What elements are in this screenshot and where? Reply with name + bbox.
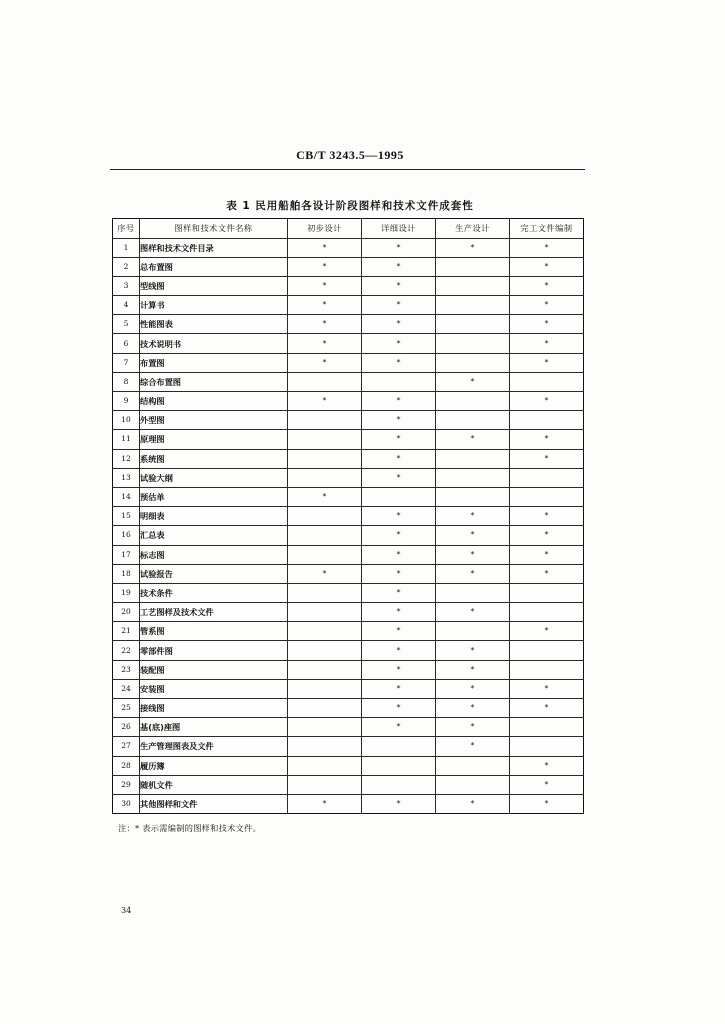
stage-mark: * [362,718,436,737]
stage-mark [288,526,362,545]
stage-mark: * [362,430,436,449]
stage-mark: * [436,794,510,813]
document-name: 履历簿 [140,756,288,775]
document-name: 计算书 [140,296,288,315]
stage-mark: * [436,238,510,257]
stage-mark: * [362,507,436,526]
row-number: 11 [113,430,140,449]
stage-mark: * [436,545,510,564]
stage-mark: * [510,392,584,411]
table-row [113,257,584,276]
stage-mark [288,737,362,756]
stage-mark [436,411,510,430]
table-row [113,296,584,315]
stage-mark [436,583,510,602]
document-name: 外型图 [140,411,288,430]
document-name: 工艺图样及技术文件 [140,603,288,622]
stage-mark: * [362,679,436,698]
stage-mark [288,679,362,698]
row-number: 18 [113,564,140,583]
document-name: 随机文件 [140,775,288,794]
stage-mark [436,257,510,276]
document-name: 综合布置图 [140,372,288,391]
stage-mark: * [510,526,584,545]
stage-mark [362,372,436,391]
table-row [113,603,584,622]
stage-mark: * [510,353,584,372]
stage-mark [288,699,362,718]
stage-mark: * [288,238,362,257]
stage-mark [436,315,510,334]
stage-mark [362,487,436,506]
stage-mark [436,756,510,775]
stage-mark [510,660,584,679]
stage-mark [510,603,584,622]
row-number: 3 [113,276,140,295]
stage-mark: * [510,238,584,257]
table-row [113,392,584,411]
row-number: 1 [113,238,140,257]
row-number: 5 [113,315,140,334]
row-number: 9 [113,392,140,411]
stage-mark: * [288,487,362,506]
stage-mark [436,276,510,295]
header-rule [110,169,585,170]
stage-mark: * [362,276,436,295]
table-row [113,449,584,468]
stage-mark [510,468,584,487]
table-body [113,238,584,814]
document-name: 明细表 [140,507,288,526]
table-row [113,430,584,449]
stage-mark [362,756,436,775]
row-number: 14 [113,487,140,506]
stage-mark [510,718,584,737]
document-name: 预估单 [140,487,288,506]
document-name: 布置图 [140,353,288,372]
stage-mark: * [510,775,584,794]
row-number: 15 [113,507,140,526]
row-number: 21 [113,622,140,641]
column-header: 图样和技术文件名称 [140,219,288,239]
stage-mark [510,372,584,391]
stage-mark: * [510,622,584,641]
stage-mark: * [510,507,584,526]
table-note: 注：* 表示需编制的图样和技术文件。 [118,823,262,833]
table-row [113,507,584,526]
stage-mark [510,411,584,430]
stage-mark: * [362,660,436,679]
row-number: 8 [113,372,140,391]
row-number: 7 [113,353,140,372]
stage-mark: * [288,257,362,276]
stage-mark: * [436,564,510,583]
table-header-row [113,219,584,239]
stage-mark: * [362,411,436,430]
stage-mark: * [510,276,584,295]
document-name: 汇总表 [140,526,288,545]
stage-mark [288,718,362,737]
row-number: 27 [113,737,140,756]
stage-mark [362,737,436,756]
column-header: 初步设计 [288,219,362,239]
table-row [113,411,584,430]
document-name: 生产管理图表及文件 [140,737,288,756]
stage-mark: * [288,276,362,295]
stage-mark: * [436,507,510,526]
table-row [113,622,584,641]
stage-mark: * [362,699,436,718]
stage-mark [288,641,362,660]
stage-mark [510,641,584,660]
stage-mark: * [362,794,436,813]
table-row [113,315,584,334]
table-row [113,699,584,718]
stage-mark [510,583,584,602]
table-row [113,737,584,756]
stage-mark [288,775,362,794]
stage-mark [288,430,362,449]
stage-mark: * [288,334,362,353]
document-name: 试验大纲 [140,468,288,487]
stage-mark: * [362,641,436,660]
row-number: 17 [113,545,140,564]
stage-mark [436,334,510,353]
row-number: 13 [113,468,140,487]
stage-mark: * [362,296,436,315]
stage-mark: * [362,392,436,411]
stage-mark [288,660,362,679]
row-number: 2 [113,257,140,276]
stage-mark: * [436,603,510,622]
stage-mark: * [510,564,584,583]
table-row [113,468,584,487]
document-name: 安装图 [140,679,288,698]
stage-mark [436,775,510,794]
document-name: 试验报告 [140,564,288,583]
document-name: 技术条件 [140,583,288,602]
row-number: 6 [113,334,140,353]
document-name: 总布置图 [140,257,288,276]
stage-mark: * [436,679,510,698]
stage-mark [288,603,362,622]
stage-mark: * [436,430,510,449]
stage-mark: * [510,257,584,276]
stage-mark: * [510,756,584,775]
document-name: 接线图 [140,699,288,718]
table-row [113,775,584,794]
stage-mark [436,449,510,468]
stage-mark: * [362,564,436,583]
stage-mark: * [510,296,584,315]
table-row [113,756,584,775]
stage-mark: * [510,430,584,449]
stage-mark [288,468,362,487]
document-name: 管系图 [140,622,288,641]
design-stage-table [112,218,584,814]
stage-mark: * [362,334,436,353]
row-number: 16 [113,526,140,545]
stage-mark: * [288,392,362,411]
column-header: 详细设计 [362,219,436,239]
row-number: 4 [113,296,140,315]
stage-mark: * [436,660,510,679]
stage-mark: * [288,296,362,315]
document-name: 其他图样和文件 [140,794,288,813]
table-row [113,372,584,391]
stage-mark: * [510,334,584,353]
row-number: 30 [113,794,140,813]
row-number: 26 [113,718,140,737]
stage-mark: * [436,641,510,660]
stage-mark [288,507,362,526]
stage-mark [288,756,362,775]
stage-mark: * [436,718,510,737]
document-name: 系统图 [140,449,288,468]
document-name: 结构图 [140,392,288,411]
stage-mark: * [362,526,436,545]
stage-mark: * [436,526,510,545]
stage-mark: * [436,372,510,391]
row-number: 25 [113,699,140,718]
stage-mark: * [510,699,584,718]
stage-mark [288,622,362,641]
stage-mark: * [288,564,362,583]
table-row [113,641,584,660]
stage-mark: * [362,468,436,487]
row-number: 23 [113,660,140,679]
table-row [113,718,584,737]
stage-mark [436,468,510,487]
column-header: 完工文件编制 [510,219,584,239]
stage-mark: * [362,238,436,257]
stage-mark: * [362,545,436,564]
row-number: 10 [113,411,140,430]
stage-mark: * [362,622,436,641]
stage-mark: * [288,353,362,372]
stage-mark [288,449,362,468]
document-name: 图样和技术文件目录 [140,238,288,257]
row-number: 29 [113,775,140,794]
document-name: 技术说明书 [140,334,288,353]
page-number: 34 [121,906,132,915]
stage-mark [436,622,510,641]
table-row [113,794,584,813]
column-header: 序号 [113,219,140,239]
table-row [113,353,584,372]
table-row [113,238,584,257]
stage-mark [510,737,584,756]
document-name: 基(底)座图 [140,718,288,737]
standard-code: CB/T 3243.5—1995 [296,148,404,162]
stage-mark [436,353,510,372]
stage-mark: * [288,315,362,334]
table-row [113,564,584,583]
stage-mark: * [362,449,436,468]
document-name: 型线图 [140,276,288,295]
stage-mark [288,545,362,564]
row-number: 12 [113,449,140,468]
table-title: 表 1 民用船舶各设计阶段图样和技术文件成套性 [226,200,474,212]
table-row [113,276,584,295]
stage-mark: * [510,679,584,698]
table-row [113,660,584,679]
stage-mark [510,487,584,506]
stage-mark: * [362,353,436,372]
stage-mark: * [510,449,584,468]
document-name: 零部件图 [140,641,288,660]
stage-mark [436,392,510,411]
table-row [113,487,584,506]
stage-mark [288,372,362,391]
stage-mark: * [510,315,584,334]
column-header: 生产设计 [436,219,510,239]
document-name: 标志图 [140,545,288,564]
row-number: 20 [113,603,140,622]
stage-mark: * [288,794,362,813]
stage-mark: * [362,315,436,334]
table-row [113,545,584,564]
document-name: 装配图 [140,660,288,679]
table-row [113,679,584,698]
stage-mark [288,411,362,430]
table-row [113,334,584,353]
row-number: 19 [113,583,140,602]
stage-mark [288,583,362,602]
row-number: 22 [113,641,140,660]
stage-mark: * [362,257,436,276]
stage-mark: * [362,583,436,602]
stage-mark: * [510,794,584,813]
document-name: 原理图 [140,430,288,449]
stage-mark: * [510,545,584,564]
row-number: 28 [113,756,140,775]
stage-mark: * [436,699,510,718]
document-name: 性能图表 [140,315,288,334]
table-row [113,526,584,545]
stage-mark [362,775,436,794]
stage-mark [436,296,510,315]
stage-mark [436,487,510,506]
stage-mark: * [436,737,510,756]
table-row [113,583,584,602]
row-number: 24 [113,679,140,698]
stage-mark: * [362,603,436,622]
